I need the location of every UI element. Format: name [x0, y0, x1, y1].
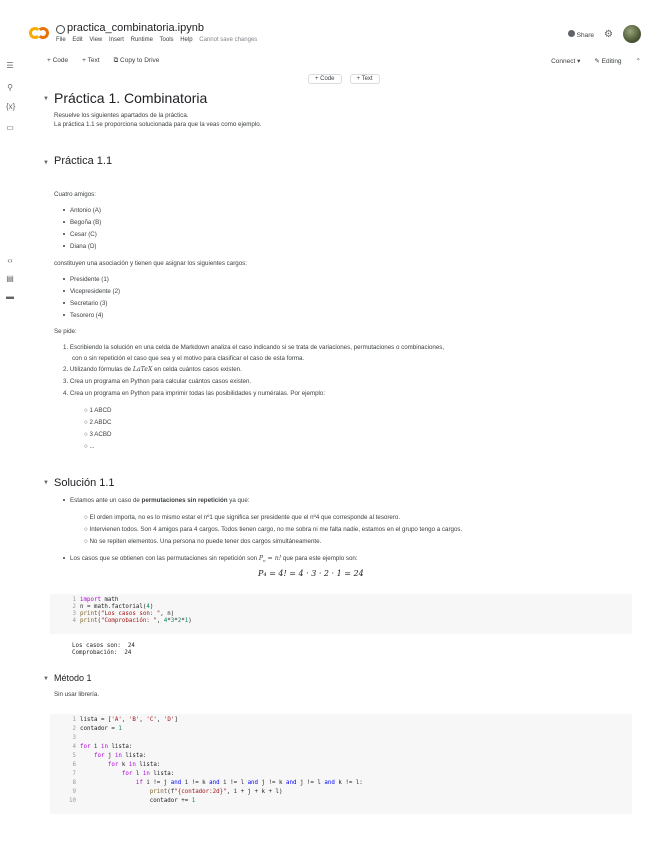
- task-item-continued: con o sin repetición el caso que sea y el motivo para clasificar el caso de esta forma.: [72, 355, 305, 362]
- task-item: 4. Crea un programa en Python para imprimir todas las posibilidades y numéralas. Por ejemplo:: [63, 390, 326, 397]
- collapse-section-icon[interactable]: ▼: [43, 160, 49, 166]
- collapse-section-icon[interactable]: ▼: [43, 480, 49, 486]
- chevron-down-icon: ▾: [577, 58, 581, 65]
- list-item: ○ El orden importa, no es lo mismo estar el nº1 que significa ser presidente que el nº4 que corresponde al tesorero.: [84, 514, 401, 521]
- list-item: Estamos ante un caso de permutaciones sin repetición ya que:: [63, 497, 250, 504]
- section-heading: Solución 1.1: [54, 477, 115, 489]
- list-item: Los casos que se obtienen con las permutaciones sin repetición son $P_n = n$! que para este ejemplo son:: [63, 555, 358, 563]
- menu-bar: [56, 37, 262, 43]
- friends-intro: Cuatro amigos:: [54, 191, 96, 198]
- list-item: Cesar (C): [63, 231, 97, 238]
- notebook-toolbar: [0, 52, 655, 70]
- menu-view[interactable]: View: [89, 37, 103, 43]
- avatar[interactable]: [623, 25, 641, 43]
- colab-logo-icon[interactable]: [29, 27, 49, 39]
- toc-icon[interactable]: ☰: [6, 61, 14, 70]
- code-cell[interactable]: 1 lista = ['A', 'B', 'C', 'D'] 2 contador = 1 3 4 for i in lista: 5 for j in lista: 6 for k in lista: 7 for l in lista: 8 if i != j and i != k and i != l and j != k and j != l and k != l: 9 print(f"{contador:2d}", i + j + k + l) 10 contador += 1: [50, 714, 632, 814]
- example-item: ○ 1 ABCD: [84, 407, 112, 414]
- drive-icon: ⧉: [113, 57, 121, 64]
- share-icon: [568, 30, 575, 37]
- command-palette-icon[interactable]: ▤: [6, 274, 14, 283]
- formula: P₄ = 4! = 4 · 3 · 2 · 1 = 24: [258, 569, 364, 578]
- code-cell[interactable]: 1 import math 2 n = math.factorial(4) 3 print("Los casos son: ", n) 4 print("Comprobación: ", 4*3*2*1): [50, 594, 632, 634]
- intro-text-1: Resuelve los siguientes apartados de la práctica.: [54, 112, 189, 119]
- terminal-icon[interactable]: ▬: [6, 292, 14, 301]
- share-button[interactable]: Share: [568, 30, 594, 39]
- menu-edit[interactable]: Edit: [72, 37, 83, 43]
- list-item: ○ Intervienen todos. Son 4 amigos para 4 cargos. Todos tienen cargo, no me sobra ni me falta nadie, estamos en el grupo tengo a cargos.: [84, 526, 463, 533]
- intro-text-2: La práctica 1.1 se proporciona solucionada para que la veas como ejemplo.: [54, 121, 262, 128]
- variables-icon[interactable]: {x}: [6, 102, 16, 111]
- association-text: constituyen una asociación y tienen que asignar los siguientes cargos:: [54, 260, 247, 267]
- task-item: 3. Crea un programa en Python para calcular cuántos casos existen.: [63, 378, 252, 385]
- files-icon[interactable]: ▭: [6, 123, 14, 132]
- menu-runtime[interactable]: Runtime: [130, 37, 153, 43]
- save-status: Cannot save changes: [199, 37, 258, 43]
- add-cell-bar: [308, 74, 380, 84]
- list-item: Presidente (1): [63, 276, 109, 283]
- list-item: Diana (D): [63, 243, 96, 250]
- add-code-button[interactable]: + Code: [47, 57, 69, 64]
- menu-help[interactable]: Help: [180, 37, 193, 43]
- list-item: Vicepresidente (2): [63, 288, 120, 295]
- notebook-heading: Práctica 1. Combinatoria: [54, 90, 208, 106]
- notebook-title[interactable]: practica_combinatoria.ipynb: [67, 22, 204, 34]
- task-item: 2. Utilizando fórmulas de LaTeX en celda cuántos casos existen.: [63, 366, 242, 373]
- menu-tools[interactable]: Tools: [159, 37, 174, 43]
- copy-to-drive-button[interactable]: ⧉ Copy to Drive: [113, 57, 160, 64]
- search-icon[interactable]: ⚲: [7, 83, 13, 92]
- insert-code-cell-button[interactable]: + Code: [308, 74, 342, 84]
- list-item: Begoña (B): [63, 219, 101, 226]
- list-item: Secretario (3): [63, 300, 107, 307]
- gear-icon[interactable]: ⚙: [604, 28, 613, 40]
- menu-insert[interactable]: Insert: [108, 37, 124, 43]
- example-item: ○ ...: [84, 443, 95, 450]
- collapse-section-icon[interactable]: ▼: [43, 96, 49, 102]
- pencil-icon: ✎: [594, 58, 602, 65]
- example-item: ○ 2 ABDC: [84, 419, 112, 426]
- section-heading: Práctica 1.1: [54, 155, 113, 167]
- list-item: Tesorero (4): [63, 312, 103, 319]
- connect-button[interactable]: Connect ▾: [551, 58, 581, 65]
- cell-output: Los casos son: 24: [72, 643, 135, 649]
- editing-button[interactable]: ✎ Editing: [594, 58, 622, 65]
- collapse-section-icon[interactable]: ▼: [43, 676, 49, 682]
- code-snippets-icon[interactable]: ‹›: [7, 256, 13, 265]
- insert-text-cell-button[interactable]: + Text: [350, 74, 380, 84]
- github-icon: [56, 25, 65, 34]
- add-text-button[interactable]: + Text: [82, 57, 100, 64]
- list-item: ○ No se repiten elementos. Una persona no puede tener dos cargos simultáneamente.: [84, 538, 322, 545]
- task-item: 1. Escribiendo la solución en una celda de Markdown analiza el caso indicando si se trata de variaciones, permutaciones o combinaciones,: [63, 344, 445, 351]
- asks-label: Se pide:: [54, 328, 77, 335]
- menu-file[interactable]: File: [56, 37, 66, 43]
- cell-output: Comprobación: 24: [72, 650, 132, 656]
- header-actions: [568, 26, 641, 42]
- example-item: ○ 3 ACBD: [84, 431, 112, 438]
- collapse-header-icon[interactable]: ⌃: [635, 58, 641, 65]
- list-item: Antonio (A): [63, 207, 101, 214]
- section-heading: Método 1: [54, 673, 92, 683]
- method-subtitle: Sin usar librería.: [54, 691, 100, 698]
- app-header: [0, 0, 655, 50]
